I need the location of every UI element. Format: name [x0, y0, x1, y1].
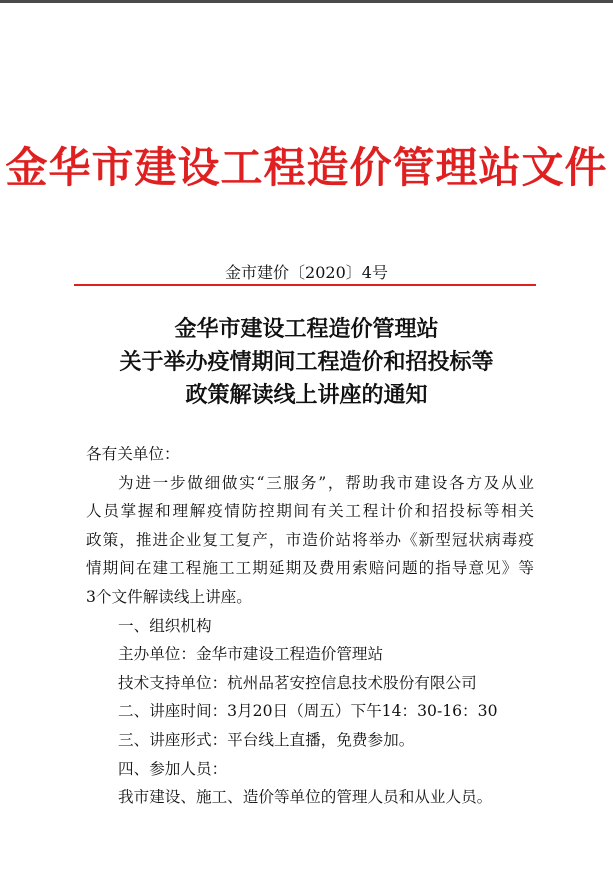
red-divider-line: [74, 284, 536, 286]
salutation: 各有关单位：: [86, 445, 180, 463]
notice-title-line-2: 关于举办疫情期间工程造价和招投标等: [119, 349, 494, 375]
notice-title-line-1: 金华市建设工程造价管理站: [174, 316, 439, 342]
intro-line-1: 为进一步做细做实“三服务”，帮助我市建设各方及从业: [118, 473, 534, 492]
participants-heading: 四、参加人员：: [118, 759, 228, 778]
lecture-format-line: 三、讲座形式：平台线上直播，免费参加。: [118, 730, 415, 749]
intro-line-3: 政策，推进企业复工复产，市造价站将举办《新型冠状病毒疫: [86, 530, 534, 549]
intro-line-5: 3个文件解读线上讲座。: [86, 587, 252, 606]
lecture-time-line: 二、讲座时间：3月20日（周五）下午14：30-16：30: [118, 702, 498, 721]
intro-line-4: 情期间在建工程施工工期延期及费用索赔问题的指导意见》等: [86, 559, 534, 578]
notice-title: [0, 313, 613, 412]
document-number: 金市建价〔2020〕4号: [225, 263, 388, 282]
intro-line-2: 人员掌握和理解疫情防控期间有关工程计价和招投标等相关: [86, 502, 534, 521]
notice-body: [86, 440, 534, 812]
notice-title-line-3: 政策解读线上讲座的通知: [185, 382, 428, 408]
organizer-line: 主办单位：金华市建设工程造价管理站: [118, 645, 384, 664]
tech-support-line: 技术支持单位：杭州品茗安控信息技术股份有限公司: [118, 673, 477, 692]
scan-top-edge: [0, 0, 613, 3]
participants-line: 我市建设、施工、造价等单位的管理人员和从业人员。: [118, 788, 493, 807]
issuer-header-title: 金华市建设工程造价管理站文件: [5, 143, 608, 192]
organization-heading: 一、组织机构: [118, 616, 212, 635]
